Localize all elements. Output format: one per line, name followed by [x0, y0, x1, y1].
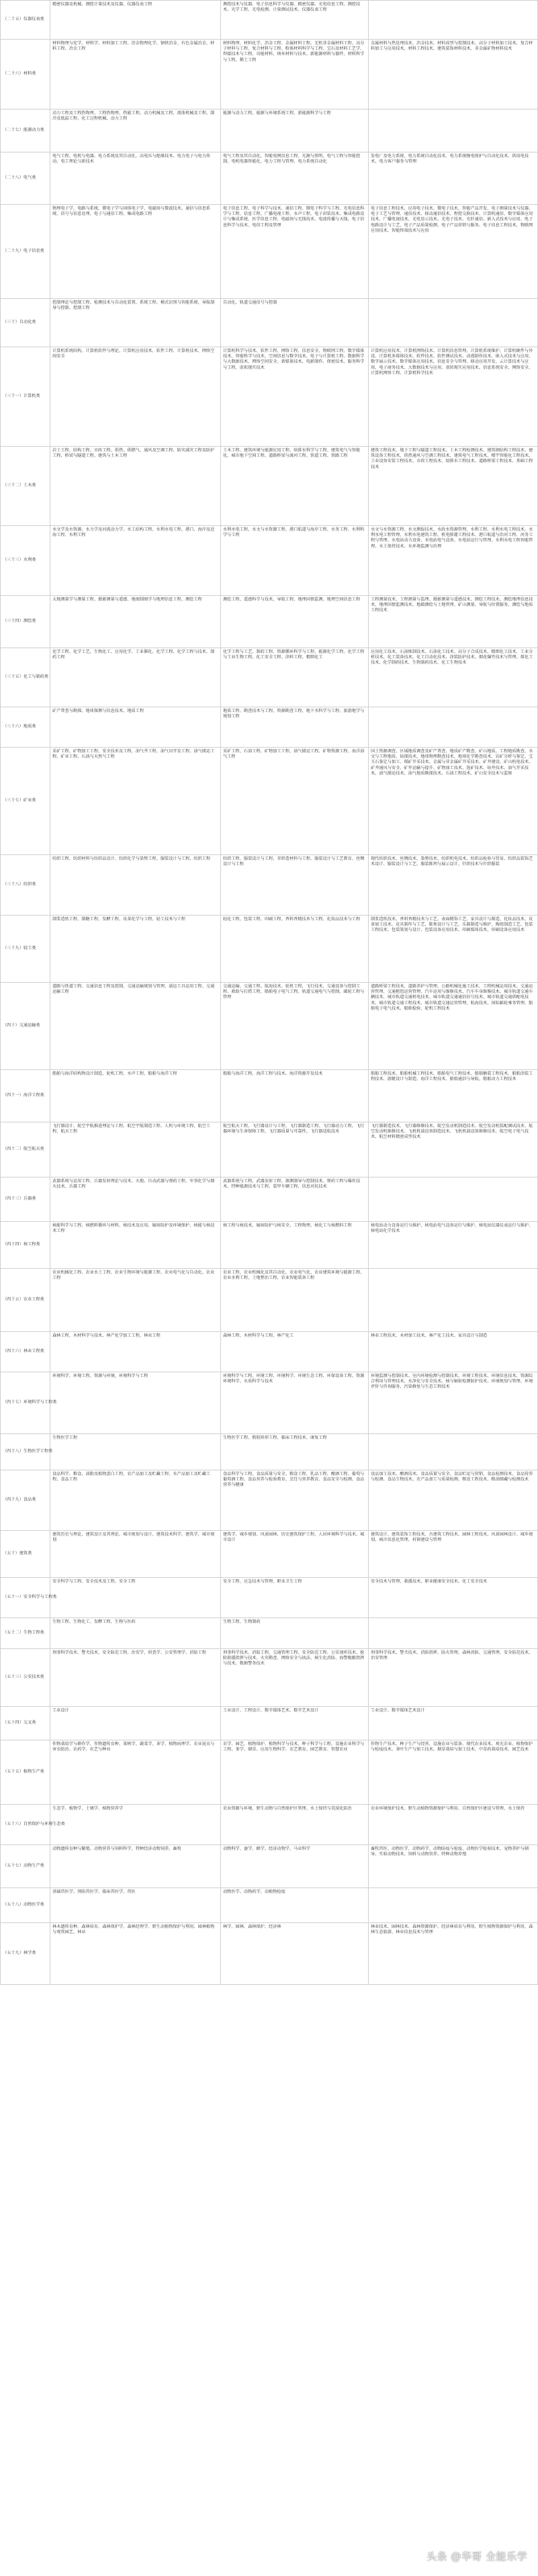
table-row — [1, 1618, 538, 1649]
row-category: （三十三）水利类 — [1, 526, 50, 596]
undergrad-majors: 环境科学与工程、环境工程、环境科学、环境生态工程、环保设备工程、资源环境科学、水质科学与技术 — [221, 1372, 369, 1434]
table-row — [1, 1372, 538, 1434]
undergrad-majors: 农业工程、农业机械化及其自动化、农业电气化、农业建筑环境与能源工程、农业水利工程、土地整治工程、农业智能装备工程 — [221, 1269, 369, 1332]
table-row — [1, 1222, 538, 1269]
undergrad-majors: 水利水电工程、水文与水资源工程、港口航道与海岸工程、水务工程、水利科学与工程 — [221, 526, 369, 596]
postgrad-majors: 基础兽医学、预防兽医学、临床兽医学、兽医 — [50, 1888, 221, 1923]
table-row — [1, 1434, 538, 1470]
table-row — [1, 707, 538, 748]
vocational-majors: 船舶工程技术、船舶机械工程技术、船舶电气工程技术、船舶舾装工程技术、船舶涂装工程技术、游艇设计与制造、海洋工程技术、船舶通信与导航、船舶动力工程技术 — [369, 1070, 538, 1122]
row-category: （三十八）纺织类 — [1, 855, 50, 916]
row-category: （二十八）电气类 — [1, 152, 50, 205]
vocational-majors: 现代纺织技术、丝绸技术、染整技术、纺织机电技术、纺织品检验与贸易、纺织品装饰艺术设计、服装设计与工艺、服装陈列与展示设计、针织技术与针织服装 — [369, 855, 538, 916]
undergrad-majors: 森林工程、木材科学与工程、林产化工 — [221, 1332, 369, 1372]
postgrad-majors: 生态学、植物学、土壤学、植物营养学 — [50, 1805, 221, 1845]
vocational-majors: 工程测量技术、工程测量与监理、摄影测量与遥感技术、测绘工程技术、测绘地理信息技术、地理国情监测技术、地籍测绘与土地管理、矿山测量、导航与位置服务、测绘与地质工程技术 — [369, 596, 538, 648]
postgrad-majors: 物理电子学、电路与系统、微电子学与固体电子学、电磁场与微波技术、通信与信息系统、信号与信息处理、电子与通信工程、集成电路工程 — [50, 205, 221, 299]
postgrad-majors: 制浆造纸工程、制糖工程、发酵工程、皮革化学与工程、轻工技术与工程 — [50, 916, 221, 983]
table-row — [1, 596, 538, 648]
table-row — [1, 1531, 538, 1578]
undergrad-majors: 船舶与海洋工程、海洋工程与技术、海洋资源开发技术 — [221, 1070, 369, 1122]
row-category: （五十八）动物医学类 — [1, 1888, 50, 1923]
table-row — [1, 1, 538, 40]
vocational-majors: 建筑设计、建筑装饰工程技术、古建筑工程技术、园林工程技术、风景园林设计、城乡规划、城市信息化管理、村镇建设与管理 — [369, 1531, 538, 1578]
postgrad-majors: 电气工程、电机与电器、电力系统及其自动化、高电压与绝缘技术、电力电子与电力传动、电工理论与新技术 — [50, 152, 221, 205]
undergrad-majors: 建筑学、城乡规划、风景园林、历史建筑保护工程、人居环境科学与技术、城市设计 — [221, 1531, 369, 1578]
undergrad-majors: 航空航天工程、飞行器设计与工程、飞行器制造工程、飞行器动力工程、飞行器环境与生命保障工程、飞行器质量与可靠性、飞行器适航技术 — [221, 1122, 369, 1178]
postgrad-majors: 核能科学与工程、核燃料循环与材料、核技术及应用、辐射防护及环境保护、核能与核技术工程 — [50, 1222, 221, 1269]
postgrad-majors: 刑事科学技术、警犬技术、安全防范工程、治安学、侦查学、公安管理学、消防工程 — [50, 1649, 221, 1707]
table-row — [1, 1649, 538, 1707]
vocational-majors — [369, 109, 538, 152]
postgrad-majors: 纺织工程、纺织材料与纺织品设计、纺织化学与染整工程、服装设计与工程、纺织工程 — [50, 855, 221, 916]
vocational-majors: 制浆造纸技术、香料香精技术与工艺、表面精饰工艺、家具设计与制造、化妆品技术、皮革加工技术、皮具制作与工艺、鞋类设计与工艺、乐器制造与维护、陶瓷制造工艺、包装工程技术、包装策划与设计、包装设备应用技术、印刷媒体技术、印刷设备应用技术 — [369, 916, 538, 983]
table-row — [1, 916, 538, 983]
table-row — [1, 1805, 538, 1845]
table-row — [1, 1070, 538, 1122]
postgrad-majors: 作物栽培学与耕作学、作物遗传育种、果树学、蔬菜学、茶学、植物病理学、农业昆虫与害虫防治、农药学、农艺与种业 — [50, 1740, 221, 1805]
vocational-majors: 水文与水资源工程、水文测报技术、水政水资源管理、水利工程、水利水电工程技术、水利水电工程管理、水利水电建筑工程、机电排灌工程技术、港口航道与治河工程、河务工程与管理、水电站动力设备、水电站电气设备、水电站运行与管理、水利水电工程智能管理、水土保持技术、水环境监测与治理 — [369, 526, 538, 596]
table-row — [1, 1269, 538, 1332]
undergrad-majors: 动物科学、蚕学、蜂学、经济动物学、马业科学 — [221, 1845, 369, 1888]
postgrad-majors: 矿产普查与勘探、地球探测与信息技术、地质工程 — [50, 707, 221, 748]
undergrad-majors: 轻化工程、包装工程、印刷工程、香料香精技术与工程、化妆品技术与工程 — [221, 916, 369, 983]
table-row — [1, 526, 538, 596]
vocational-majors: 工业设计、数字媒体艺术设计 — [369, 1707, 538, 1740]
row-category: （四十）交通运输类 — [1, 983, 50, 1070]
row-category: （三十二）土木类 — [1, 447, 50, 526]
postgrad-majors: 动物遗传育种与繁殖、动物营养与饲料科学、特种经济动物饲养、畜牧 — [50, 1845, 221, 1888]
postgrad-majors: 食品科学、粮食、油脂及植物蛋白工程、农产品加工及贮藏工程、水产品加工及贮藏工程、食品工程 — [50, 1470, 221, 1531]
vocational-majors — [369, 1888, 538, 1923]
row-category: （二十六）材料类 — [1, 40, 50, 109]
table-row — [1, 109, 538, 152]
undergrad-majors: 测绘工程、遥感科学与技术、导航工程、地理国情监测、地理空间信息工程 — [221, 596, 369, 648]
vocational-majors: 建筑工程技术、地下工程与隧道工程技术、土木工程检测技术、建筑钢结构工程技术、建筑设备工程技术、供热通风与空调工程技术、建筑电气工程技术、楼宇智能化工程技术、工业设备安装工程技术、市政工程技术、给排水工程技术、道路桥梁工程技术、基础工程技术 — [369, 447, 538, 526]
table-row — [1, 40, 538, 109]
row-category: （四十三）兵器类 — [1, 1178, 50, 1222]
undergrad-majors: 生物工程、生物制药 — [221, 1618, 369, 1649]
vocational-majors — [369, 1, 538, 40]
undergrad-majors: 电气工程及其自动化、智能电网信息工程、光源与照明、电气工程与智能控制、电机电器智能化、电力工程与管理、电力系统自动化 — [221, 152, 369, 205]
vocational-majors: 应用化工技术、石油炼制技术、石油化工技术、高分子合成技术、精细化工技术、工业分析技术、化工装备技术、化工自动化技术、涂装防护技术、烟花爆竹技术与管理、煤化工技术、化学制药技术、生物制药技术、化工生物技术 — [369, 648, 538, 707]
postgrad-majors: 大地测量学与测量工程、摄影测量与遥感、地图制图学与地理信息工程、测绘工程 — [50, 596, 221, 648]
row-category: （五十一）安全科学与工程类 — [1, 1578, 50, 1618]
row-category: （二十五）仪器仪表类 — [1, 1, 50, 40]
table-row — [1, 1578, 538, 1618]
table-row — [1, 152, 538, 205]
row-category: （五十七）动物生产类 — [1, 1845, 50, 1888]
row-category: （三十五）化工与制药类 — [1, 648, 50, 707]
table-row — [1, 648, 538, 707]
undergrad-majors: 测控技术与仪器、电子信息科学与仪器、精密仪器、光电信息工程、测控技术、光学工程、光电检测、计量测试技术、仪器仪表工程 — [221, 1, 369, 40]
postgrad-majors: 采矿工程、矿物加工工程、安全技术及工程、油气井工程、油气田开发工程、油气储运工程、矿业工程、石油与天然气工程 — [50, 748, 221, 855]
undergrad-majors: 安全工程、应急技术与管理、职业卫生工程 — [221, 1578, 369, 1618]
row-category: （四十九）食品类 — [1, 1470, 50, 1531]
table-row — [1, 205, 538, 299]
table-row — [1, 447, 538, 526]
row-category: （三十九）轻工类 — [1, 916, 50, 983]
undergrad-majors: 采矿工程、石油工程、矿物加工工程、油气储运工程、矿物资源工程、海洋油气工程 — [221, 748, 369, 855]
postgrad-majors: 船舶与海洋结构物设计制造、轮机工程、水声工程、船舶与海洋工程 — [50, 1070, 221, 1122]
row-category: （五十五）植物生产类 — [1, 1740, 50, 1805]
postgrad-majors: 环境科学、环境工程、资源与环境、环境科学与工程 — [50, 1372, 221, 1434]
postgrad-majors: 计算机系统结构、计算机软件与理论、计算机应用技术、软件工程、计算机技术、网络空间安全 — [50, 347, 221, 447]
row-category: （二十九）电子信息类 — [1, 205, 50, 299]
row-category: （五十九）林学类 — [1, 1923, 50, 1985]
undergrad-majors: 能源与动力工程、能源与环境系统工程、新能源科学与工程 — [221, 109, 369, 152]
postgrad-majors: 林木遗传育种、森林培育、森林保护学、森林经理学、野生动植物保护与利用、园林植物与观赏园艺、林业 — [50, 1923, 221, 1985]
postgrad-majors: 农业机械化工程、农业水土工程、农业生物环境与能源工程、农业电气化与自动化、农业工程 — [50, 1269, 221, 1332]
postgrad-majors: 精密仪器及机械、测控计量技术及仪器、仪器仪表工程 — [50, 1, 221, 40]
postgrad-majors: 生物工程、生物化工、发酵工程、生物与医药 — [50, 1618, 221, 1649]
vocational-majors: 电子信息工程技术、应用电子技术、微电子技术、智能产品开发、电子测量技术与仪器、电子工艺与管理、通信技术、移动通信技术、程控交换技术、计算机通信、数字媒体应用技术、广播电视技术、光电显示技术、光电子技术、光纤通信、嵌入式技术与应用、电子电路设计与工艺、电子产品质量检测、电子产品营销与服务、电子信息工程技术、物联网应用技术、智能终端技术与应用 — [369, 205, 538, 299]
row-category: （四十七）环境科学与工程类 — [1, 1372, 50, 1434]
vocational-majors: 飞行器制造技术、飞行器维修技术、航空发动机制造技术、航空发动机装配调试技术、航空发动机维修技术、飞机机载设备制造技术、飞机机载设备维修技术、航空电子电气技术、航空材料精密成型技术 — [369, 1122, 538, 1178]
vocational-majors — [369, 299, 538, 347]
postgrad-majors: 动力工程及工程热物理、工程热物理、热能工程、动力机械及工程、流体机械及工程、制冷及低温工程、化工过程机械、动力工程 — [50, 109, 221, 152]
vocational-majors: 刑事科学技术、警犬技术、消防指挥、防火管理、森林消防、交通管理、安全防范技术、治安管理 — [369, 1649, 538, 1707]
table-body — [1, 1, 538, 1985]
table-row — [1, 299, 538, 347]
row-category: （五十六）自然保护与环境生态类 — [1, 1805, 50, 1845]
table-row — [1, 1707, 538, 1740]
table-row — [1, 983, 538, 1070]
postgrad-majors: 建筑历史与理论、建筑设计及其理论、城市规划与设计、建筑技术科学、建筑学、城市规划 — [50, 1531, 221, 1578]
postgrad-majors: 道路与铁道工程、交通信息工程及控制、交通运输规划与管理、载运工具运用工程、交通运输工程 — [50, 983, 221, 1070]
vocational-majors: 计算机应用技术、计算机网络技术、计算机信息管理、计算机系统维护、计算机硬件与外设、计算机多媒体技术、软件技术、软件测试技术、动漫制作技术、嵌入式技术与应用、数字展示技术、数字媒体应用技术、信息安全与管理、移动应用开发、云计算技术与应用、电子商务技术、大数据技术与应用、虚拟现实应用技术、信息系统安全、网络安全、计算机网络工程、计算机科学技术 — [369, 347, 538, 447]
undergrad-majors: 动物医学、动物药学、动植物检疫 — [221, 1888, 369, 1923]
vocational-majors: 农业环境保护技术、野生动植物资源保护与利用、自然保护区建设与管理、水土保持 — [369, 1805, 538, 1845]
vocational-majors: 发电厂及电力系统、电力系统自动化技术、电力系统继电保护与自动化技术、供用电技术、电力客户服务与管理 — [369, 152, 538, 205]
vocational-majors: 林业工程技术、木材加工技术、林产化工技术、家具设计与制造 — [369, 1332, 538, 1372]
table-row — [1, 1178, 538, 1222]
vocational-majors — [369, 1178, 538, 1222]
postgrad-majors: 武器系统与运用工程、兵器发射理论与技术、火炮、自动武器与弹药工程、军事化学与烟火技术、兵器工程 — [50, 1178, 221, 1222]
postgrad-majors: 飞行器设计、航空宇航推进理论与工程、航空宇航制造工程、人机与环境工程、航空工程、航天工程 — [50, 1122, 221, 1178]
row-category: （四十一）海洋工程类 — [1, 1070, 50, 1122]
row-category: （五十四）交叉类 — [1, 1707, 50, 1740]
undergrad-majors: 材料物理、材料化学、冶金工程、金属材料工程、无机非金属材料工程、高分子材料与工程、复合材料与工程、粉体材料科学与工程、宝石及材料工艺学、焊接技术与工程、功能材料、纳米材料与技术、新能源材料与器件、材料科学与工程、稀土工程 — [221, 40, 369, 109]
undergrad-majors: 生物医学工程、假肢矫形工程、临床工程技术、康复工程 — [221, 1434, 369, 1470]
table-row — [1, 1923, 538, 1985]
row-category: （四十二）航空航天类 — [1, 1122, 50, 1178]
table-row — [1, 1470, 538, 1531]
row-category: （五十三）公安技术类 — [1, 1649, 50, 1707]
table-row — [1, 347, 538, 447]
vocational-majors: 国土资源调查、区域地质调查及矿产普查、地质矿产勘查、矿山地质、工程地质勘查、水文与工程地质、钻探技术、地球物理勘查技术、地球化学勘查技术、岩矿分析与鉴定、宝玉石鉴定与加工、煤矿开采技术、金属与非金属矿开采技术、矿井建设、矿山机电技术、矿井通风与安全、矿井运输与提升、矿物加工技术、选矿技术、钻井技术、油气开采技术、油气储运技术、油气地质勘探技术、石油工程技术、矿山安全技术与监察 — [369, 748, 538, 855]
undergrad-majors: 食品科学与工程、食品质量与安全、粮食工程、乳品工程、酿酒工程、葡萄与葡萄酒工程、食品营养与检验教育、烹饪与营养教育、食品安全与检测、食品营养与健康 — [221, 1470, 369, 1531]
undergrad-majors: 工业设计、工程设计、数字媒体艺术、数字艺术设计 — [221, 1707, 369, 1740]
undergrad-majors: 化学工程与工艺、制药工程、资源循环科学与工程、能源化学工程、化学工程与工业生物工程、化工安全工程、涂料工程、精细化工 — [221, 648, 369, 707]
undergrad-majors: 计算机科学与技术、软件工程、网络工程、信息安全、物联网工程、数字媒体技术、智能科学与技术、空间信息与数字技术、电子与计算机工程、数据科学与大数据技术、网络空间安全、新媒体技术、电影制作、保密技术、服务科学与工程、虚拟现实技术 — [221, 347, 369, 447]
postgrad-majors: 材料物理与化学、材料学、材料加工工程、冶金物理化学、钢铁冶金、有色金属冶金、材料工程、冶金工程 — [50, 40, 221, 109]
undergrad-majors: 核工程与核技术、辐射防护与核安全、工程物理、核化工与核燃料工程 — [221, 1222, 369, 1269]
row-category: （四十四）核工程类 — [1, 1222, 50, 1269]
undergrad-majors: 土木工程、建筑环境与能源应用工程、给排水科学与工程、建筑电气与智能化、城市地下空间工程、道路桥梁与渡河工程、铁道工程、铁路工程 — [221, 447, 369, 526]
vocational-majors — [369, 707, 538, 748]
vocational-majors: 金属材料与热处理技术、冶金技术、材料成型与控制技术、高分子材料加工技术、复合材料加工与应用技术、材料工程技术、建筑装饰材料技术、非金属矿物材料技术 — [369, 40, 538, 109]
undergrad-majors: 电子信息工程、电子科学与技术、通信工程、微电子科学与工程、光电信息科学与工程、信息工程、广播电视工程、水声工程、电子封装技术、集成电路设计与集成系统、医学信息工程、电磁场与无线技术、电波传播与天线、电子信息科学与技术、电信工程及管理 — [221, 205, 369, 299]
undergrad-majors: 纺织工程、服装设计与工程、非织造材料与工程、服装设计与工艺教育、丝绸设计与工程 — [221, 855, 369, 916]
postgrad-majors: 安全科学与工程、安全技术及工程、安全工程 — [50, 1578, 221, 1618]
row-category: （三十）自动化类 — [1, 299, 50, 347]
table-row — [1, 855, 538, 916]
row-category: （三十一）计算机类 — [1, 347, 50, 447]
row-category: （三十四）测绘类 — [1, 596, 50, 648]
vocational-majors: 道路桥梁工程技术、道路养护与管理、公路机械化施工技术、工程机械运用技术、交通运营管理、交通枢纽运营管理、汽车运用与维修技术、汽车车身维修技术、城市轨道交通车辆技术、城市轨道交通机电技术、城市轨道交通通信信号技术、城市轨道交通供配电技术、城市轨道交通工程技术、城市轨道交通运营管理、航海技术、国际邮轮乘务管理、船舶电子电气技术、船舶检验、轮机工程技术 — [369, 983, 538, 1070]
undergrad-majors: 武器系统与工程、武器发射工程、探测制导与控制技术、弹药工程与爆炸技术、特种能源技术与工程、装甲车辆工程、信息对抗技术 — [221, 1178, 369, 1222]
undergrad-majors: 交通运输、交通工程、航海技术、轮机工程、飞行技术、交通设备与控制工程、救助与打捞工程、船舶电子电气工程、轨道交通电气与控制、邮轮工程与管理 — [221, 983, 369, 1070]
postgrad-majors: 森林工程、木材科学与技术、林产化学加工工程、林业工程 — [50, 1332, 221, 1372]
vocational-majors: 畜牧兽医、动物医学、动物药学、动物防疫与检疫、动物医学检验技术、宠物养护与驯导、实验动物技术、饲料与动物营养、特种动物养殖 — [369, 1845, 538, 1888]
row-category: （五十）建筑类 — [1, 1531, 50, 1578]
vocational-majors: 环境监测与控制技术、室内环境检测与控制技术、环境工程技术、环境信息技术、资源综合利用与管理技术、水净化与安全技术、核与辐射检测防护技术、环境规划与管理、环境评价与咨询服务、污染修复与生态工程技术 — [369, 1372, 538, 1434]
table-row — [1, 1740, 538, 1805]
vocational-majors: 林业技术、园林技术、森林资源保护、经济林培育与利用、野生植物资源保护与利用、森林生态旅游、林业信息技术与管理 — [369, 1923, 538, 1985]
vocational-majors — [369, 1269, 538, 1332]
postgrad-majors: 水文学及水资源、水力学及河流动力学、水工结构工程、水利水电工程、港口、海岸及近海工程、水利工程 — [50, 526, 221, 596]
vocational-majors: 安全技术与管理、救援技术、职业健康安全技术、化工安全技术 — [369, 1578, 538, 1618]
table-row — [1, 1845, 538, 1888]
row-category: （四十五）农业工程类 — [1, 1269, 50, 1332]
row-category: （五十二）生物工程类 — [1, 1618, 50, 1649]
postgrad-majors: 化学工程、化学工艺、生物化工、应用化学、工业催化、化学工程、化学工程与技术、制药工程 — [50, 648, 221, 707]
table-row — [1, 1122, 538, 1178]
undergrad-majors: 农业资源与环境、野生动物与自然保护区管理、水土保持与荒漠化防治 — [221, 1805, 369, 1845]
table-row — [1, 748, 538, 855]
undergrad-majors: 农学、园艺、植物保护、植物科学与技术、种子科学与工程、设施农业科学与工程、茶学、烟草、应用生物科学、农艺教育、园艺教育、智慧农业 — [221, 1740, 369, 1805]
vocational-majors: 食品加工技术、酿酒技术、食品质量与安全、食品贮运与营销、食品检测技术、食品营养与检测、食品生物技术、农产品加工与质量检测、粮食工程技术、粮油储藏与检测技术 — [369, 1470, 538, 1531]
postgrad-majors: 工业设计 — [50, 1707, 221, 1740]
vocational-majors — [369, 1434, 538, 1470]
row-category: （四十六）林业工程类 — [1, 1332, 50, 1372]
vocational-majors: 核电站动力设备运行与维护、核电站电气设备运行与维护、核电站仪器仪表运行与维护、核电站化学技术 — [369, 1222, 538, 1269]
table-row — [1, 1888, 538, 1923]
watermark: 头条 @华哥 全能乐学 — [426, 2550, 527, 2563]
postgrad-majors: 控制理论与控制工程、检测技术与自动化装置、系统工程、模式识别与智能系统、导航制导与控制、控制工程 — [50, 299, 221, 347]
table-row — [1, 1332, 538, 1372]
row-category: （二十七）能源动力类 — [1, 109, 50, 152]
row-category: （四十八）生物医学工程类 — [1, 1434, 50, 1470]
row-category: （三十七）矿业类 — [1, 748, 50, 855]
undergrad-majors: 自动化、轨道交通信号与控制 — [221, 299, 369, 347]
undergrad-majors: 刑事科学技术、消防工程、交通管理工程、安全防范工程、公安视听技术、抢险救援指挥与技术、火灾勘查、网络安全与执法、核生化消防、海警舰艇指挥与技术、数据警务技术 — [221, 1649, 369, 1707]
undergrad-majors: 地质工程、勘查技术与工程、资源勘查工程、地下水科学与工程、旅游地学与规划工程 — [221, 707, 369, 748]
postgrad-majors: 岩土工程、结构工程、市政工程、供热、供燃气、通风及空调工程、防灾减灾工程及防护工程、桥梁与隧道工程、建筑与土木工程 — [50, 447, 221, 526]
undergrad-majors: 林学、园林、森林保护、经济林 — [221, 1923, 369, 1985]
row-category: （三十六）地质类 — [1, 707, 50, 748]
vocational-majors: 作物生产技术、种子生产与经营、设施农业与装备、现代农业技术、观光农业、植物保护与检疫技术、茶叶生产与加工技术、烟草栽培与加工技术、中草药栽培技术、园艺技术 — [369, 1740, 538, 1805]
postgrad-majors: 生物医学工程 — [50, 1434, 221, 1470]
vocational-majors — [369, 1618, 538, 1649]
